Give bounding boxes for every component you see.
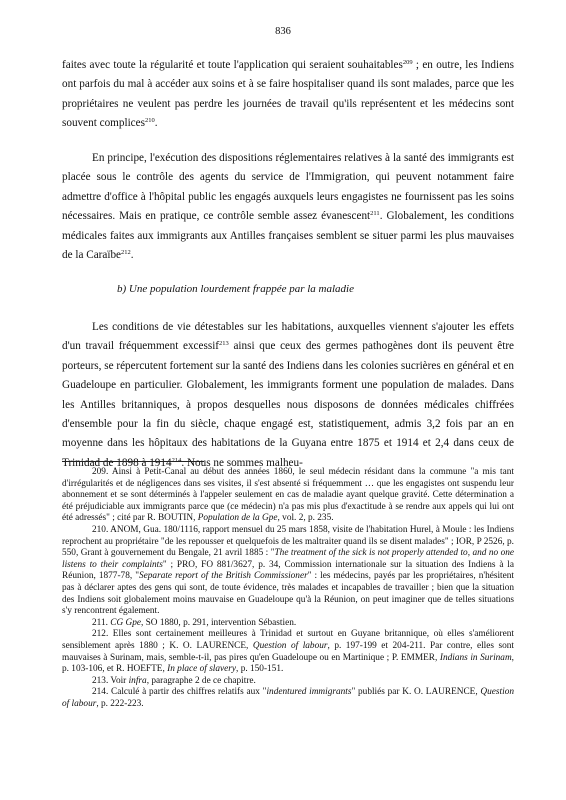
fn212-title-1: Question of labour [252,640,328,651]
footnote-separator [62,461,204,462]
para1-text-b: ; en outre, les Indiens ont parfois du mal à accéder aux soins et à se faire hospitaliser quand ils sont malades, parce que les propriétaires ne veulent pas perdre les journées de travail qu'ils représentent et les médecins sont souvent complices [62,59,514,130]
para2-text-c: . [130,249,134,262]
fn213-infra: infra [128,675,147,686]
footnote-ref-213[interactable]: 213 [219,340,229,348]
fn214-term: indentured immigrants [266,687,352,698]
fn213-b: , paragraphe 2 de ce chapitre. [146,675,256,686]
footnote-209 [62,467,514,525]
fn214-b: " publiés par K. O. LAURENCE, [351,687,481,698]
fn212-a: 212. Elles sont certainement meilleures à Trinidad et surtout en Guyane britannique, où elles s'améliorent sensiblement après 1880 ; K. O. LAURENCE, [62,629,514,651]
section-subheading: b) Une population lourdement frappée par la maladie [117,283,354,295]
footnote-ref-214[interactable]: 214 [171,456,182,464]
fn211-b: , SO 1880, p. 291, intervention Sébastien. [140,617,297,628]
fn211-a: 211. [92,617,111,628]
para3-text-c: . Nous ne sommes malheu- [181,456,303,469]
footnote-213 [62,676,514,688]
footnote-214 [62,687,514,710]
fn212-title-2: Indians in Surinam [439,652,512,663]
para2-text-a: En principe, l'exécution des dispositions réglementaires relatives à la santé des immigrants est placée sous le contrôle des agents du service de l'Immigration, qui peuvent notamment faire admettre d'office à l'hôpital public les engagés auxquels leurs engagistes ne fournissent pas les soins nécessaires. Mais en pratique, ce contrôle semble assez évanescent [62,152,514,223]
fn214-a: 214. Calculé à partir des chiffres relatifs aux " [92,687,267,698]
footnote-211 [62,618,514,630]
paragraph-1 [62,56,514,134]
fn210-b: " ; PRO, FO 881/3627, p. 34, Commission internationale sur la situation des Indiens à la Réunion, 1877-78, " [62,559,514,582]
para1-text-c: . [154,117,158,130]
footnotes [62,467,514,710]
fn212-d: , p. 150-151. [236,664,284,675]
fn210-c: " : les médecins, payés par les propriétaires, n'hésitent pas à déclarer aptes des gens qui sont, de toute évidence, très malades et incapables de travailler ; bien que la situation des Indiens soit globalement moins mauvaise en Guadeloupe qu'à la Réunion, on peut imaginer que de telles situations s'y rencontrent également. [62,571,514,617]
fn210-report-title: Separate report of the British Commissioner [139,571,308,582]
fn210-quote: The treatment of the sick is not properly attended to, and no one listens to their complaints [62,548,514,570]
para3-text-b: ainsi que ceux des germes pathogènes dont ils peuvent être porteurs, se répercutent fortement sur la santé des Indiens dans les colonies sucrières en général et en Guadeloupe en particulier. Globalement, les immigrants forment une population de malades. Dans les Antilles britanniques, à propos desquelles nous disposons de données médicales chiffrées d'ensemble pour la fin du siècle, chaque engagé est, statistiquement, admis 3,2 fois par an en moyenne dans les hôpitaux des habitations de la Guyana entre 1875 et 1914 et 2,4 dans ceux de Trinidad de 1898 à 1914 [62,340,515,469]
fn211-source: CG Gpe [110,617,141,628]
footnote-212 [62,629,514,675]
para2-text-b: . Globalement, les conditions médicales faites aux immigrants aux Antilles françaises semblent se situer parmi les plus mauvaises de la Caraïbe [62,210,514,262]
fn214-c: , p. 222-223. [96,698,144,709]
para1-text-a: faites avec toute la régularité et toute l'application qui seraient souhaitables [62,59,403,71]
footnote-210 [62,525,514,618]
fn209-b: , vol. 2, p. 235. [277,513,334,524]
footnote-ref-209[interactable]: 209 [402,59,413,66]
para3-text-a: Les conditions de vie détestables sur les habitations, auxquelles viennent s'ajouter les effets d'un travail fréquemment excessif [62,321,514,353]
paragraph-3 [62,318,514,473]
paragraph-2 [62,149,514,265]
footnote-ref-210[interactable]: 210 [144,117,155,125]
fn210-a: 210. ANOM, Gua. 180/1116, rapport mensuel du 25 mars 1858, visite de l'habitation Hurel, à Moule : les Indiens reprochent au propriétaire "de les repousser et quelquefois de les maltraiter quand ils se disent malades" ; IOR, P 2526, p. 550, Grant à gouvernement du Bengale, 21 avril 1885 : " [62,524,514,559]
footnote-ref-212[interactable]: 212 [121,249,131,257]
fn212-title-3: In place of slavery [167,664,237,675]
page-number: 836 [275,26,291,37]
fn213-a: 213. Voir [92,675,129,686]
fn209-a: 209. Ainsi à Petit-Canal au début des années 1860, le seul médecin résidant dans la commune "a mis tant d'irrégularités et de négligences dans ses visites, il s'est absenté si fréquemment … que les engagistes ont suspendu leur abonnement et se sont déterminés à l'appeler seulement en cas de maladie ayant quelque gravité. Cette détermination a été préjudiciable aux immigrants parce que (ce médecin) n'a pas mis plus d'exactitude à se rendre aux appels qui lui ont été adressés" ; cité par R. BOUTIN, [62,467,514,524]
fn214-title: Question of labour [62,687,514,709]
footnote-ref-211[interactable]: 211 [370,210,380,218]
fn212-b: , p. 197-199 et 204-211. Par contre, elles sont mauvaises à Surinam, mais, semble-t-il, pas pires qu'en Guadeloupe ou en Martinique ; P. EMMER, [62,640,514,663]
fn212-c: , p. 103-106, et R. HOEFTE, [62,652,514,675]
fn209-title: Population de la Gpe [197,513,278,524]
